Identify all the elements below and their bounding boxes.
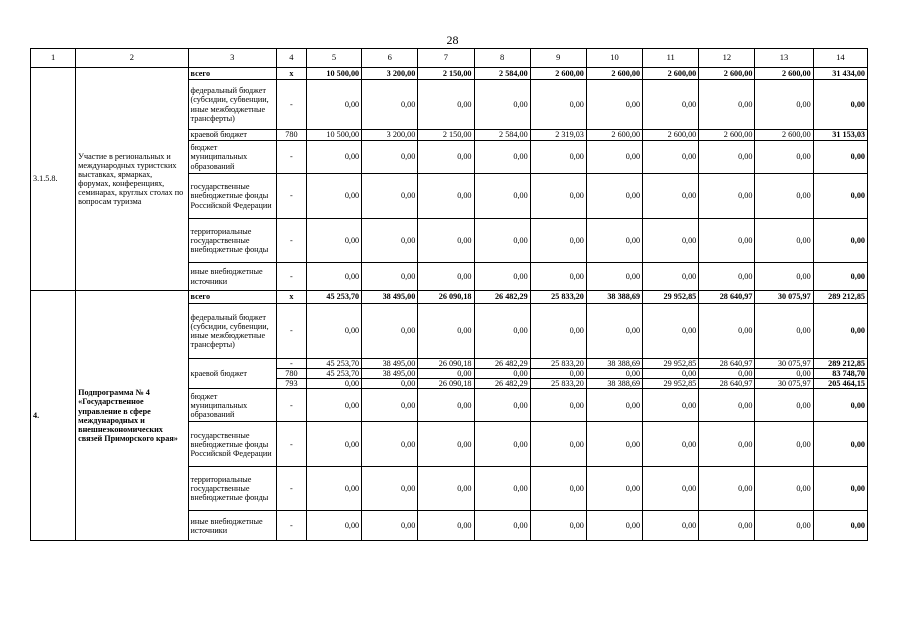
value-cell: 0,00	[643, 219, 699, 263]
value-cell: 0,00	[530, 174, 586, 219]
code-cell: -	[276, 263, 306, 291]
column-header: 11	[643, 49, 699, 68]
value-cell: 0,00	[586, 389, 642, 422]
value-cell: 38 388,69	[586, 291, 642, 304]
code-cell: -	[276, 174, 306, 219]
value-cell: 0,00	[530, 80, 586, 130]
total-cell: 0,00	[813, 422, 867, 467]
value-cell: 0,00	[418, 80, 474, 130]
header-row	[31, 49, 868, 68]
value-cell: 0,00	[306, 263, 361, 291]
value-cell: 0,00	[474, 219, 530, 263]
column-header: 7	[418, 49, 474, 68]
value-cell: 0,00	[474, 369, 530, 379]
value-cell: 0,00	[530, 389, 586, 422]
value-cell: 28 640,97	[699, 359, 755, 369]
value-cell: 0,00	[699, 389, 755, 422]
code-cell: -	[276, 304, 306, 359]
column-header: 4	[276, 49, 306, 68]
value-cell: 45 253,70	[306, 291, 361, 304]
row-code: 3.1.5.8.	[31, 68, 76, 291]
value-cell: 0,00	[418, 174, 474, 219]
value-cell: 2 600,00	[643, 68, 699, 80]
value-cell: 0,00	[643, 389, 699, 422]
value-cell: 0,00	[418, 511, 474, 541]
value-cell: 2 600,00	[643, 130, 699, 141]
value-cell: 0,00	[474, 263, 530, 291]
value-cell: 0,00	[699, 467, 755, 511]
value-cell: 0,00	[586, 369, 642, 379]
value-cell: 28 640,97	[699, 291, 755, 304]
funding-source: бюджет муниципальных образований	[188, 389, 276, 422]
value-cell: 0,00	[755, 174, 813, 219]
value-cell: 25 833,20	[530, 291, 586, 304]
value-cell: 2 150,00	[418, 130, 474, 141]
value-cell: 0,00	[474, 80, 530, 130]
value-cell: 0,00	[755, 263, 813, 291]
value-cell: 30 075,97	[755, 291, 813, 304]
row-name: Подпрограмма № 4 «Государственное управление в сфере международных и внешнеэкономических связей Приморского края»	[76, 291, 188, 541]
funding-source: федеральный бюджет (субсидии, субвенции, иные межбюджетные трансферты)	[188, 304, 276, 359]
value-cell: 0,00	[586, 141, 642, 174]
value-cell: 0,00	[362, 141, 418, 174]
value-cell: 30 075,97	[755, 359, 813, 369]
budget-table	[30, 48, 868, 541]
value-cell: 0,00	[362, 389, 418, 422]
code-cell: -	[276, 80, 306, 130]
value-cell: 0,00	[586, 174, 642, 219]
funding-source: территориальные государственные внебюджетные фонды	[188, 219, 276, 263]
value-cell: 29 952,85	[643, 359, 699, 369]
value-cell: 0,00	[362, 511, 418, 541]
page-number: 28	[446, 33, 459, 47]
value-cell: 3 200,00	[362, 130, 418, 141]
value-cell: 0,00	[530, 141, 586, 174]
value-cell: 0,00	[530, 369, 586, 379]
code-cell: -	[276, 467, 306, 511]
total-cell: 31 153,03	[813, 130, 867, 141]
value-cell: 0,00	[699, 263, 755, 291]
value-cell: 0,00	[474, 304, 530, 359]
value-cell: 0,00	[530, 219, 586, 263]
value-cell: 26 090,18	[418, 291, 474, 304]
value-cell: 0,00	[362, 174, 418, 219]
value-cell: 2 600,00	[755, 68, 813, 80]
value-cell: 0,00	[755, 422, 813, 467]
funding-source: всего	[188, 68, 276, 80]
code-cell: х	[276, 68, 306, 80]
value-cell: 0,00	[306, 467, 361, 511]
column-header: 12	[699, 49, 755, 68]
value-cell: 26 090,18	[418, 359, 474, 369]
value-cell: 0,00	[418, 219, 474, 263]
column-header: 10	[586, 49, 642, 68]
value-cell: 0,00	[699, 80, 755, 130]
value-cell: 0,00	[699, 174, 755, 219]
value-cell: 0,00	[474, 389, 530, 422]
table-row	[31, 68, 868, 80]
value-cell: 0,00	[643, 511, 699, 541]
value-cell: 0,00	[755, 141, 813, 174]
column-header: 8	[474, 49, 530, 68]
value-cell: 0,00	[643, 304, 699, 359]
column-header: 2	[76, 49, 188, 68]
value-cell: 3 200,00	[362, 68, 418, 80]
code-cell: -	[276, 511, 306, 541]
funding-source: государственные внебюджетные фонды Российской Федерации	[188, 422, 276, 467]
total-cell: 0,00	[813, 80, 867, 130]
value-cell: 2 600,00	[699, 68, 755, 80]
value-cell: 38 495,00	[362, 369, 418, 379]
value-cell: 2 600,00	[586, 68, 642, 80]
value-cell: 0,00	[699, 219, 755, 263]
value-cell: 0,00	[586, 467, 642, 511]
total-cell: 289 212,85	[813, 291, 867, 304]
value-cell: 0,00	[418, 389, 474, 422]
funding-source: краевой бюджет	[188, 130, 276, 141]
code-cell: -	[276, 389, 306, 422]
total-cell: 0,00	[813, 219, 867, 263]
code-cell: х	[276, 291, 306, 304]
table-row	[31, 291, 868, 304]
value-cell: 26 090,18	[418, 379, 474, 389]
value-cell: 0,00	[699, 304, 755, 359]
value-cell: 0,00	[306, 141, 361, 174]
value-cell: 0,00	[362, 80, 418, 130]
value-cell: 0,00	[418, 263, 474, 291]
value-cell: 0,00	[643, 141, 699, 174]
value-cell: 0,00	[530, 263, 586, 291]
value-cell: 0,00	[530, 304, 586, 359]
value-cell: 0,00	[755, 304, 813, 359]
value-cell: 0,00	[643, 467, 699, 511]
value-cell: 0,00	[586, 219, 642, 263]
value-cell: 2 600,00	[530, 68, 586, 80]
value-cell: 0,00	[362, 219, 418, 263]
value-cell: 29 952,85	[643, 379, 699, 389]
value-cell: 0,00	[699, 141, 755, 174]
value-cell: 0,00	[530, 511, 586, 541]
total-cell: 0,00	[813, 467, 867, 511]
value-cell: 45 253,70	[306, 359, 361, 369]
value-cell: 0,00	[699, 511, 755, 541]
value-cell: 0,00	[418, 141, 474, 174]
funding-source: всего	[188, 291, 276, 304]
column-header: 1	[31, 49, 76, 68]
funding-source: государственные внебюджетные фонды Российской Федерации	[188, 174, 276, 219]
value-cell: 0,00	[530, 422, 586, 467]
funding-source: территориальные государственные внебюджетные фонды	[188, 467, 276, 511]
value-cell: 10 500,00	[306, 130, 361, 141]
funding-source: иные внебюджетные источники	[188, 511, 276, 541]
value-cell: 0,00	[362, 263, 418, 291]
value-cell: 0,00	[418, 467, 474, 511]
value-cell: 0,00	[306, 422, 361, 467]
code-cell: 780	[276, 130, 306, 141]
funding-source: иные внебюджетные источники	[188, 263, 276, 291]
funding-source: федеральный бюджет (субсидии, субвенции, иные межбюджетные трансферты)	[188, 80, 276, 130]
value-cell: 26 482,29	[474, 359, 530, 369]
column-header: 14	[813, 49, 867, 68]
row-name: Участие в региональных и международных туристских выставках, ярмарках, форумах, конференциях, семинарах, круглых столах по вопросам туризма	[76, 68, 188, 291]
value-cell: 38 495,00	[362, 291, 418, 304]
value-cell: 2 584,00	[474, 130, 530, 141]
value-cell: 0,00	[306, 379, 361, 389]
value-cell: 26 482,29	[474, 379, 530, 389]
total-cell: 0,00	[813, 389, 867, 422]
value-cell: 0,00	[755, 389, 813, 422]
value-cell: 2 600,00	[699, 130, 755, 141]
value-cell: 0,00	[418, 422, 474, 467]
value-cell: 38 388,69	[586, 379, 642, 389]
value-cell: 0,00	[306, 80, 361, 130]
value-cell: 2 319,03	[530, 130, 586, 141]
total-cell: 0,00	[813, 511, 867, 541]
value-cell: 0,00	[418, 304, 474, 359]
column-header: 5	[306, 49, 361, 68]
table-body	[31, 49, 868, 541]
value-cell: 45 253,70	[306, 369, 361, 379]
value-cell: 0,00	[586, 511, 642, 541]
code-cell: -	[276, 359, 306, 369]
value-cell: 28 640,97	[699, 379, 755, 389]
value-cell: 2 150,00	[418, 68, 474, 80]
value-cell: 0,00	[643, 263, 699, 291]
funding-source: бюджет муниципальных образований	[188, 141, 276, 174]
value-cell: 25 833,20	[530, 379, 586, 389]
value-cell: 0,00	[418, 369, 474, 379]
value-cell: 30 075,97	[755, 379, 813, 389]
total-cell: 289 212,85	[813, 359, 867, 369]
value-cell: 26 482,29	[474, 291, 530, 304]
value-cell: 2 584,00	[474, 68, 530, 80]
value-cell: 0,00	[643, 422, 699, 467]
value-cell: 0,00	[474, 511, 530, 541]
total-cell: 0,00	[813, 263, 867, 291]
value-cell: 0,00	[586, 304, 642, 359]
row-code: 4.	[31, 291, 76, 541]
code-cell: -	[276, 219, 306, 263]
column-header: 6	[362, 49, 418, 68]
value-cell: 0,00	[474, 141, 530, 174]
code-cell: -	[276, 141, 306, 174]
value-cell: 2 600,00	[586, 130, 642, 141]
value-cell: 0,00	[755, 80, 813, 130]
total-cell: 31 434,00	[813, 68, 867, 80]
value-cell: 0,00	[755, 511, 813, 541]
column-header: 13	[755, 49, 813, 68]
code-cell: 793	[276, 379, 306, 389]
value-cell: 38 495,00	[362, 359, 418, 369]
value-cell: 0,00	[699, 422, 755, 467]
value-cell: 0,00	[643, 174, 699, 219]
code-cell: -	[276, 422, 306, 467]
value-cell: 0,00	[362, 379, 418, 389]
value-cell: 0,00	[530, 467, 586, 511]
total-cell: 205 464,15	[813, 379, 867, 389]
total-cell: 0,00	[813, 141, 867, 174]
funding-source: краевой бюджет	[188, 359, 276, 389]
value-cell: 0,00	[699, 369, 755, 379]
value-cell: 0,00	[474, 467, 530, 511]
value-cell: 0,00	[755, 369, 813, 379]
value-cell: 38 388,69	[586, 359, 642, 369]
value-cell: 29 952,85	[643, 291, 699, 304]
value-cell: 0,00	[306, 304, 361, 359]
value-cell: 2 600,00	[755, 130, 813, 141]
value-cell: 0,00	[586, 80, 642, 130]
value-cell: 0,00	[643, 80, 699, 130]
value-cell: 25 833,20	[530, 359, 586, 369]
total-cell: 0,00	[813, 174, 867, 219]
value-cell: 0,00	[362, 304, 418, 359]
value-cell: 0,00	[306, 174, 361, 219]
value-cell: 0,00	[474, 174, 530, 219]
value-cell: 0,00	[755, 219, 813, 263]
column-header: 3	[188, 49, 276, 68]
value-cell: 0,00	[643, 369, 699, 379]
total-cell: 0,00	[813, 304, 867, 359]
value-cell: 0,00	[306, 511, 361, 541]
total-cell: 83 748,70	[813, 369, 867, 379]
value-cell: 0,00	[586, 263, 642, 291]
value-cell: 0,00	[362, 467, 418, 511]
value-cell: 0,00	[474, 422, 530, 467]
value-cell: 0,00	[755, 467, 813, 511]
value-cell: 0,00	[306, 219, 361, 263]
code-cell: 780	[276, 369, 306, 379]
value-cell: 10 500,00	[306, 68, 361, 80]
value-cell: 0,00	[306, 389, 361, 422]
value-cell: 0,00	[586, 422, 642, 467]
column-header: 9	[530, 49, 586, 68]
value-cell: 0,00	[362, 422, 418, 467]
